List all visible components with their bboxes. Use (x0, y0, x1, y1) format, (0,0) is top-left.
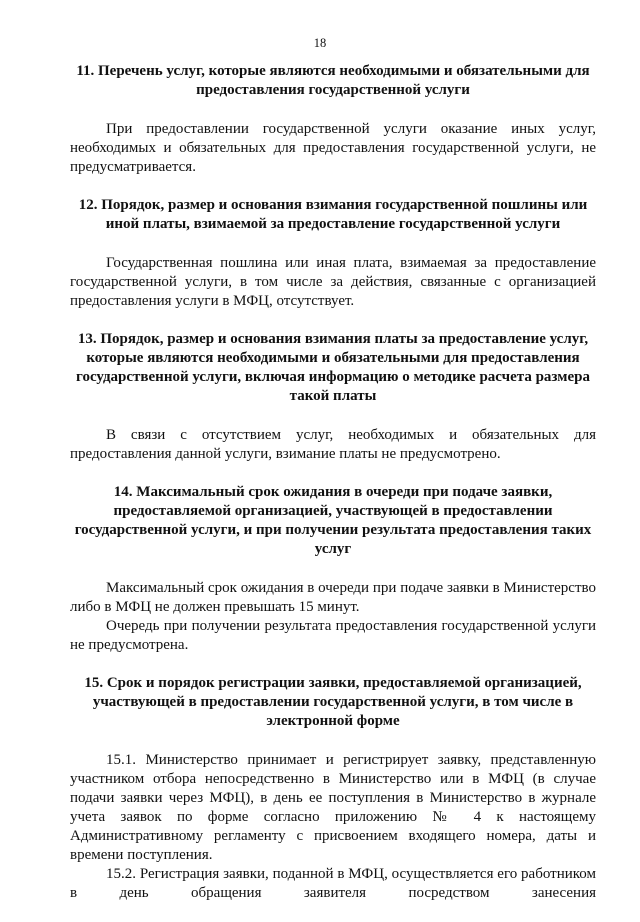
section-heading: 13. Порядок, размер и основания взимания платы за предоставление услуг, которые являются необходимыми и обязательными для предоставления государственной услуги, включая информацию о методике расчета размера такой платы (76, 331, 590, 404)
section-11 (70, 62, 596, 177)
section-heading: 15. Срок и порядок регистрации заявки, предоставляемой организацией, участвующей в предоставлении государственной услуги, в том числе в электронной форме (84, 675, 582, 729)
paragraph: Государственная пошлина или иная плата, взимаемая за предоставление государственной услуги, в том числе за действия, связанные с организацией предоставления услуги в МФЦ, отсутствует. (70, 255, 596, 309)
paragraph: Максимальный срок ожидания в очереди при подаче заявки в Министерство либо в МФЦ не должен превышать 15 минут. (70, 580, 596, 615)
page-number: 18 (313, 36, 327, 50)
paragraph: Очередь при получении результата предоставления государственной услуги не предусмотрена. (70, 618, 596, 653)
section-13 (70, 330, 596, 464)
paragraph: 15.2. Регистрация заявки, поданной в МФЦ, осуществляется его работником в день обращения заявителя посредством занесения (70, 866, 596, 901)
section-heading: 11. Перечень услуг, которые являются необходимыми и обязательными для предоставления государственной услуги (76, 63, 590, 98)
section-15 (70, 674, 596, 903)
paragraph: В связи с отсутствием услуг, необходимых и обязательных для предоставления данной услуги, взимание платы не предусмотрено. (70, 427, 596, 462)
page-content (70, 62, 596, 922)
section-12 (70, 196, 596, 311)
section-14 (70, 483, 596, 655)
section-heading: 12. Порядок, размер и основания взимания государственной пошлины или иной платы, взимаемой за предоставление государственной услуги (78, 197, 588, 232)
paragraph: 15.1. Министерство принимает и регистрирует заявку, представленную участником отбора непосредственно в Министерство или в МФЦ (в случае подачи заявки через МФЦ), в день ее поступления в Министерство в журнале учета заявок по форме согласно приложению № 4 к настоящему Административному регламенту с присвоением входящего номера, даты и времени поступления. (70, 752, 596, 863)
paragraph: При предоставлении государственной услуги оказание иных услуг, необходимых и обязательных для предоставления государственной услуги, не предусматривается. (70, 121, 596, 175)
section-heading: 14. Максимальный срок ожидания в очереди при подаче заявки, предоставляемой организацией, участвующей в предоставлении государственной услуги, и при получении результата предоставления таких услуг (74, 484, 592, 557)
